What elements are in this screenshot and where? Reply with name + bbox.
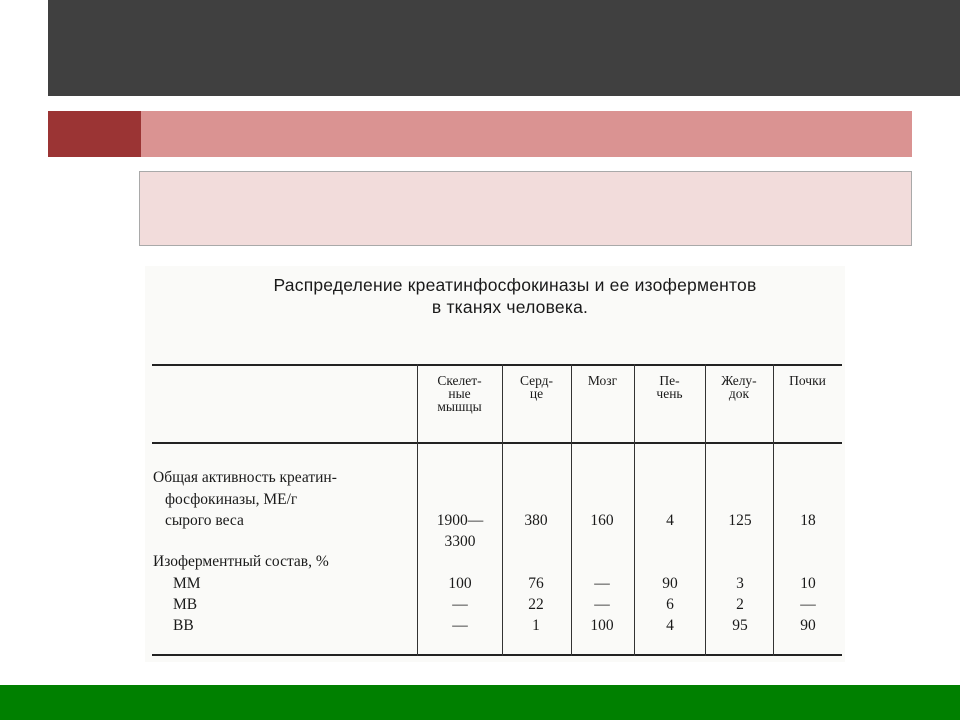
- scanned-table: [145, 266, 845, 662]
- table-cell: 2: [736, 596, 744, 613]
- table-cell: 100: [448, 575, 472, 592]
- column-header-text: Скелет-: [437, 373, 482, 388]
- table-cell: 6: [666, 596, 674, 613]
- table-cell: 4: [666, 512, 674, 529]
- table-cell: 90: [800, 617, 816, 634]
- table-cell: 3: [736, 575, 744, 592]
- row-label-mm: ММ: [173, 575, 201, 592]
- table-cell: 95: [732, 617, 748, 634]
- column-header-stomach: [705, 374, 773, 400]
- column-header-liver: [634, 374, 705, 400]
- column-header-text: Желу-: [721, 373, 757, 388]
- table-cell: 10: [800, 575, 816, 592]
- accent-band: [141, 111, 912, 157]
- row-label-bb: ВВ: [173, 617, 194, 634]
- table-cell: 90: [662, 575, 678, 592]
- column-header-text: Почки: [789, 373, 826, 388]
- row-label-activity-line-1: Общая активность креатин-: [153, 469, 337, 486]
- table-cell: 125: [728, 512, 752, 529]
- table-title-line-1: Распределение креатинфосфокиназы и ее изоферментов: [273, 275, 757, 295]
- table-cell: 18: [800, 512, 816, 529]
- table-cell: 1: [532, 617, 540, 634]
- row-label-activity-line-2: фосфокиназы, МЕ/г: [165, 491, 298, 508]
- table-bottom-rule: [152, 654, 842, 656]
- table-cell: 160: [590, 512, 614, 529]
- column-header-text: док: [728, 386, 750, 401]
- footer-bar: [0, 685, 960, 720]
- table-cell: 1900—: [436, 512, 484, 529]
- column-header-heart: [502, 374, 571, 400]
- table-cell: —: [452, 617, 468, 634]
- table-cell: —: [594, 596, 610, 613]
- table-cell: 4: [666, 617, 674, 634]
- row-label-mb: МВ: [173, 596, 198, 613]
- column-header-text: Серд-: [519, 373, 554, 388]
- table-title-line-2: в тканях человека.: [431, 297, 589, 317]
- table-cell: 380: [524, 512, 548, 529]
- table-cell: —: [594, 575, 610, 592]
- column-header-text: це: [529, 386, 544, 401]
- column-header-text: Пе-: [659, 373, 680, 388]
- title-placeholder-box: [139, 171, 912, 246]
- table-cell: 76: [528, 575, 544, 592]
- column-header-text: Мозг: [587, 373, 618, 388]
- accent-block: [48, 111, 141, 157]
- table-cell: 3300: [444, 533, 476, 550]
- header-bar: [48, 0, 960, 96]
- column-header-text: чень: [656, 386, 683, 401]
- table-header-rule: [152, 442, 842, 444]
- row-label-isoenzyme-composition: Изоферментный состав, %: [153, 553, 329, 570]
- column-header-skeletal-muscle: [417, 374, 502, 413]
- column-header-text: мышцы: [437, 399, 482, 414]
- column-header-text: ные: [448, 386, 471, 401]
- column-header-brain: [571, 374, 634, 387]
- table-title: [145, 274, 845, 318]
- table-top-rule: [152, 364, 842, 366]
- table-cell: 100: [590, 617, 614, 634]
- table-cell: —: [452, 596, 468, 613]
- column-header-kidneys: [773, 374, 842, 387]
- table-cell: —: [800, 596, 816, 613]
- row-label-activity-line-3: сырого веса: [165, 512, 244, 529]
- table-cell: 22: [528, 596, 544, 613]
